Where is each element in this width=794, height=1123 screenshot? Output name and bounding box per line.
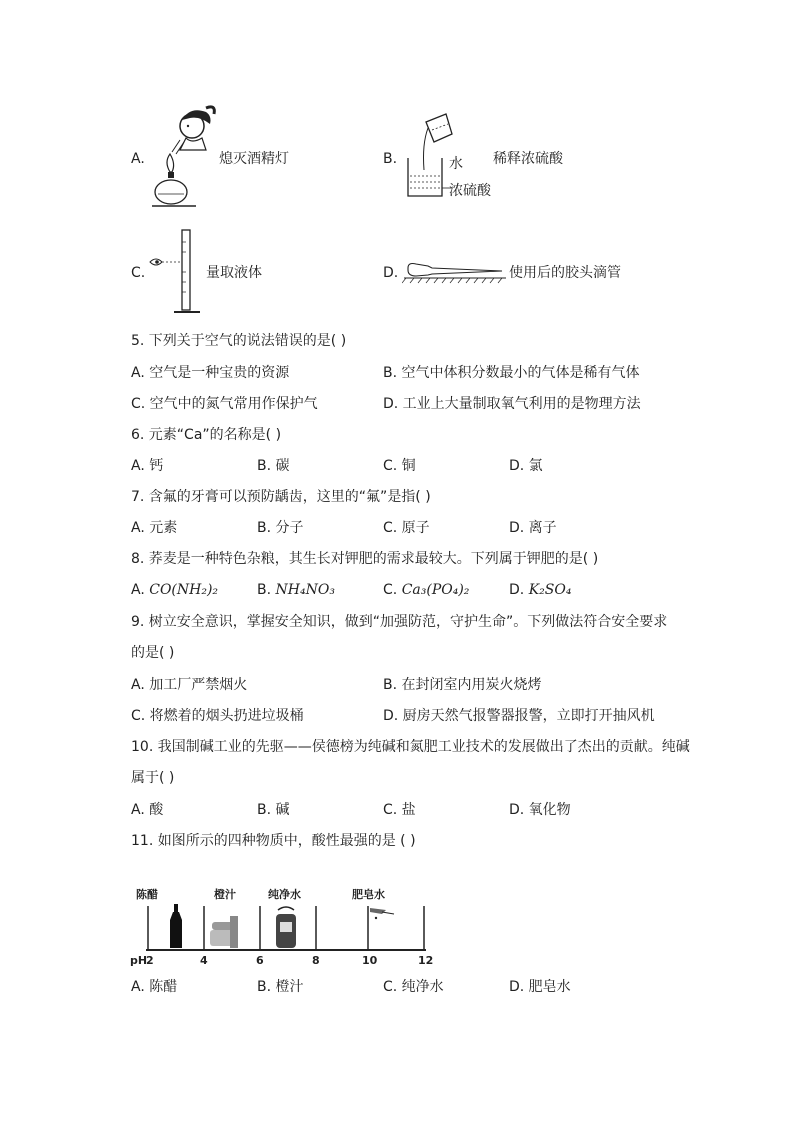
q8-option-d: [509, 581, 571, 599]
vinegar-bottle-icon: [170, 904, 182, 948]
pure-water-icon: [276, 907, 296, 948]
q8-option-b: [257, 581, 335, 599]
question-9-stem-cont: 的是( ): [131, 645, 175, 661]
question-11-stem: 11. 如图所示的四种物质中，酸性最强的是 ( ): [131, 833, 416, 849]
ph-tick-2: 2: [146, 954, 154, 967]
q5-option-d: D. 工业上大量制取氧气利用的是物理方法: [383, 396, 641, 412]
q9-option-d: D. 厨房天然气报警器报警，立即打开抽风机: [383, 708, 655, 724]
q9-option-c: C. 将燃着的烟头扔进垃圾桶: [131, 708, 304, 724]
question-7-stem: 7. 含氟的牙膏可以预防龋齿，这里的“氟”是指( ): [131, 489, 431, 505]
q7-option-c: C. 原子: [383, 520, 430, 536]
q8-option-c-letter: C.: [383, 582, 398, 598]
ph-axis-label: pH: [130, 954, 148, 967]
question-10-stem-cont: 属于( ): [131, 770, 175, 786]
q8-option-a-letter: A.: [131, 582, 145, 598]
q8-option-c: [383, 581, 469, 599]
q8-option-a: [131, 581, 218, 599]
dilute-acid-illustration: [402, 108, 454, 202]
q11-option-a: A. 陈醋: [131, 979, 178, 995]
q11-option-c: C. 纯净水: [383, 979, 444, 995]
q6-option-d: D. 氯: [509, 458, 543, 474]
q6-option-b: B. 碳: [257, 458, 290, 474]
question-10-stem: 10. 我国制碱工业的先驱——侯德榜为纯碱和氮肥工业技术的发展做出了杰出的贡献。纯碱: [131, 739, 690, 755]
q9-option-b: B. 在封闭室内用炭火烧烤: [383, 677, 542, 693]
measure-liquid-illustration: [148, 228, 208, 316]
q7-option-a: A. 元素: [131, 520, 178, 536]
question-9-stem: 9. 树立安全意识，掌握安全知识，做到“加强防范，守护生命”。下列做法符合安全要求: [131, 614, 668, 630]
q5-option-c: C. 空气中的氮气常用作保护气: [131, 396, 318, 412]
ph-tick-8: 8: [312, 954, 320, 967]
concentrated-acid-label: 浓硫酸: [449, 183, 491, 199]
q9-option-a: A. 加工厂严禁烟火: [131, 677, 248, 693]
q4-option-d-letter: D.: [383, 265, 399, 281]
q10-option-a: A. 酸: [131, 802, 164, 818]
ph-tick-12: 12: [418, 954, 434, 967]
extinguish-lamp-illustration: [150, 102, 220, 210]
q10-option-d: D. 氧化物: [509, 802, 571, 818]
q7-option-b: B. 分子: [257, 520, 304, 536]
q4-option-d-label: 使用后的胶头滴管: [509, 265, 621, 281]
q7-option-d: D. 离子: [509, 520, 557, 536]
q11-option-b: B. 橙汁: [257, 979, 304, 995]
q6-option-a: A. 钙: [131, 458, 164, 474]
question-5-stem: 5. 下列关于空气的说法错误的是( ): [131, 333, 347, 349]
q8-option-d-formula: K₂SO₄: [528, 582, 572, 598]
q8-option-b-letter: B.: [257, 582, 272, 598]
q10-option-b: B. 碱: [257, 802, 290, 818]
ph-tick-4: 4: [200, 954, 208, 967]
q4-option-a-letter: A.: [131, 151, 145, 167]
soap-water-dropper-icon: [370, 908, 394, 919]
question-6-stem: 6. 元素“Ca”的名称是( ): [131, 427, 282, 443]
question-8-stem: 8. 荞麦是一种特色杂粮，其生长对钾肥的需求最较大。下列属于钾肥的是( ): [131, 551, 599, 567]
orange-juice-icon: [210, 916, 238, 948]
q4-option-b-letter: B.: [383, 151, 398, 167]
q5-option-b: B. 空气中体积分数最小的气体是稀有气体: [383, 365, 640, 381]
ph-item-pure-water: 纯净水: [268, 888, 301, 901]
ph-scale-figure: [130, 884, 434, 974]
dropper-illustration: [402, 258, 508, 284]
q4-option-a-label: 熄灭酒精灯: [219, 151, 289, 167]
ph-scale-graphic: [130, 902, 430, 974]
ph-tick-6: 6: [256, 954, 264, 967]
ph-item-orange-juice: 橙汁: [214, 888, 236, 901]
q6-option-c: C. 铜: [383, 458, 416, 474]
q4-option-c-label: 量取液体: [206, 265, 262, 281]
ph-item-vinegar: 陈醋: [136, 888, 158, 901]
q11-option-d: D. 肥皂水: [509, 979, 571, 995]
q10-option-c: C. 盐: [383, 802, 416, 818]
q4-option-b-label: 稀释浓硫酸: [493, 151, 563, 167]
q5-option-a: A. 空气是一种宝贵的资源: [131, 365, 290, 381]
ph-tick-10: 10: [362, 954, 378, 967]
q8-option-a-formula: CO(NH₂)₂: [149, 582, 219, 598]
ph-item-soap-water: 肥皂水: [352, 888, 385, 901]
q8-option-b-formula: NH₄NO₃: [275, 582, 335, 598]
q8-option-d-letter: D.: [509, 582, 525, 598]
water-label: 水: [449, 156, 463, 172]
q4-option-c-letter: C.: [131, 265, 146, 281]
q8-option-c-formula: Ca₃(PO₄)₂: [401, 582, 470, 598]
